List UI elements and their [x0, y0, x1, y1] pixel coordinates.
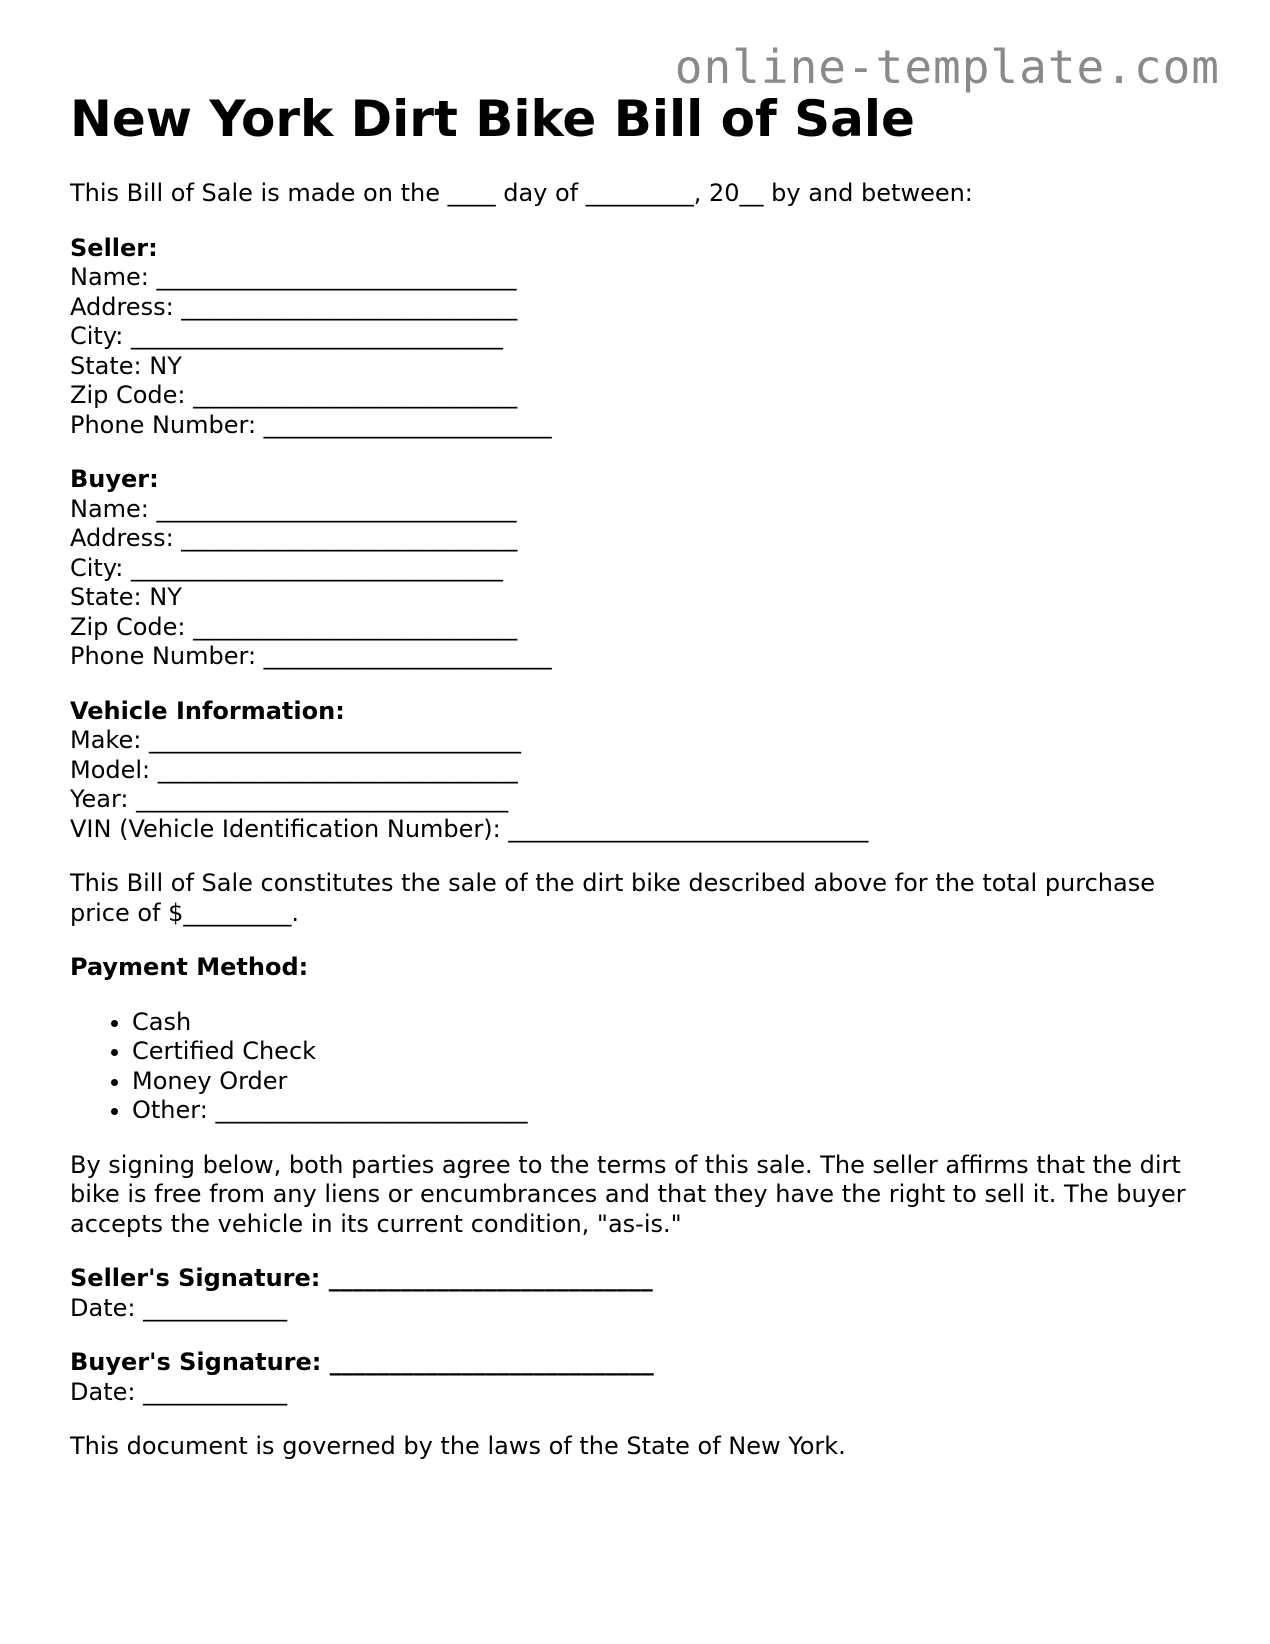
- seller-phone-field[interactable]: Phone Number: ________________________: [70, 410, 552, 439]
- agreement-paragraph: By signing below, both parties agree to the terms of this sale. The seller affirms that the dirt bike is free from any liens or encumbrances and that they have the right to sell it. The buyer accepts the vehicle in its current condition, "as-is.": [70, 1150, 1186, 1238]
- intro-line: This Bill of Sale is made on the ____ day of _________, 20__ by and between:: [70, 179, 973, 207]
- buyer-state: State: NY: [70, 583, 182, 611]
- seller-section: [70, 234, 1210, 441]
- seller-address-field[interactable]: Address: ____________________________: [70, 292, 518, 321]
- payment-options-list: [70, 1008, 1210, 1126]
- seller-date-field[interactable]: Date: ____________: [70, 1293, 288, 1322]
- buyer-section: [70, 465, 1210, 672]
- vehicle-heading: Vehicle Information:: [70, 696, 345, 725]
- buyer-signature-field[interactable]: Buyer's Signature: ___________________________: [70, 1348, 654, 1376]
- payment-option-money-order[interactable]: • Money Order: [132, 1067, 1210, 1097]
- page-title: New York Dirt Bike Bill of Sale: [70, 90, 915, 148]
- buyer-city-field[interactable]: City: _______________________________: [70, 553, 504, 582]
- buyer-phone-field[interactable]: Phone Number: ________________________: [70, 642, 552, 670]
- payment-option-certified-check[interactable]: • Certified Check: [132, 1037, 1210, 1067]
- buyer-name-field[interactable]: Name: ______________________________: [70, 494, 517, 523]
- buyer-heading: Buyer:: [70, 465, 159, 493]
- seller-name-field[interactable]: Name: ______________________________: [70, 263, 517, 291]
- seller-city-field[interactable]: City: _______________________________: [70, 322, 504, 350]
- document-body: [70, 85, 1210, 1462]
- price-statement: This Bill of Sale constitutes the sale of the dirt bike described above for the total purchase price of $_________.: [70, 869, 1155, 927]
- payment-section: [70, 953, 1210, 1126]
- watermark: online-template.com: [674, 40, 1220, 94]
- vehicle-make-field[interactable]: Make: _______________________________: [70, 726, 521, 754]
- seller-heading: Seller:: [70, 233, 158, 262]
- payment-option-other[interactable]: • Other: __________________________: [132, 1096, 1210, 1126]
- seller-state: State: NY: [70, 351, 182, 380]
- vehicle-year-field[interactable]: Year: _______________________________: [70, 785, 509, 813]
- buyer-date-field[interactable]: Date: ____________: [70, 1377, 288, 1406]
- payment-option-cash[interactable]: • Cash: [132, 1008, 1210, 1038]
- seller-zip-field[interactable]: Zip Code: ___________________________: [70, 381, 518, 409]
- governing-law: This document is governed by the laws of the State of New York.: [70, 1432, 846, 1460]
- seller-signature-block: [70, 1264, 1210, 1323]
- seller-signature-field[interactable]: Seller's Signature: ___________________________: [70, 1264, 653, 1292]
- vehicle-vin-field[interactable]: VIN (Vehicle Identification Number): ______________________________: [70, 814, 869, 843]
- payment-heading: Payment Method:: [70, 953, 309, 981]
- buyer-address-field[interactable]: Address: ____________________________: [70, 524, 518, 552]
- vehicle-model-field[interactable]: Model: ______________________________: [70, 755, 518, 784]
- vehicle-section: [70, 697, 1210, 845]
- buyer-signature-block: [70, 1348, 1210, 1407]
- buyer-zip-field[interactable]: Zip Code: ___________________________: [70, 612, 518, 641]
